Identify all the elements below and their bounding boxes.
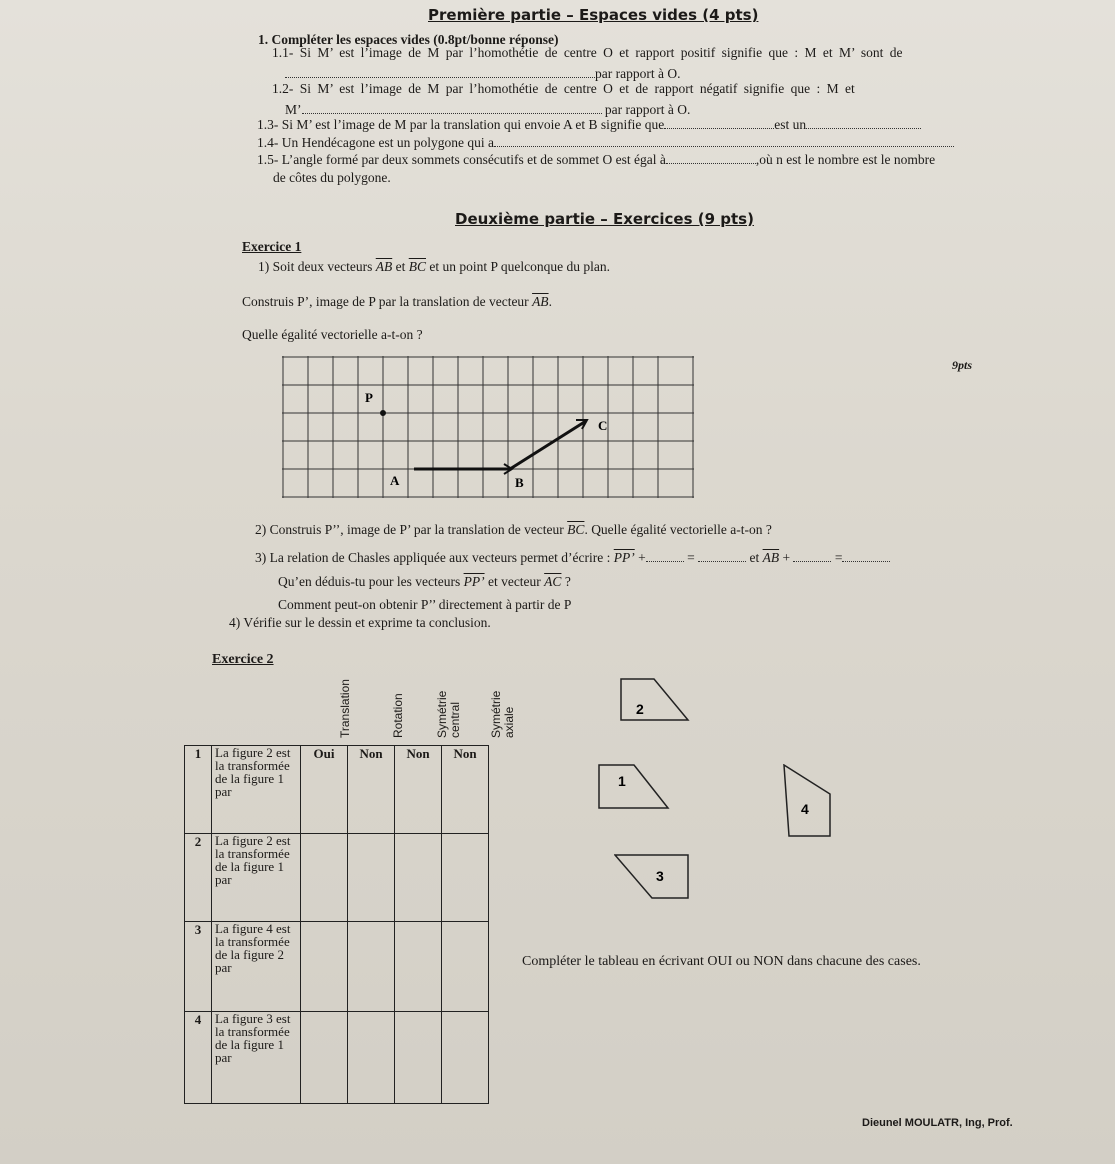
figure-4 (783, 764, 833, 838)
row-label: La figure 2 est la transformée de la figure 1 par (212, 746, 301, 834)
answer-cell[interactable] (301, 834, 348, 922)
author-signature: Dieunel MOULATR, Ing, Prof. (862, 1117, 1013, 1129)
figure-3-label: 3 (656, 868, 664, 884)
vector-grid (282, 356, 694, 498)
answer-cell[interactable] (442, 922, 489, 1012)
row-number: 1 (185, 746, 212, 834)
vector-bc (510, 421, 586, 469)
part2-title: Deuxième partie – Exercices (9 pts) (455, 210, 754, 228)
answer-cell[interactable]: Non (442, 746, 489, 834)
answer-cell[interactable] (348, 922, 395, 1012)
answer-cell[interactable] (348, 1012, 395, 1104)
answer-cell[interactable] (442, 1012, 489, 1104)
blank-field[interactable] (698, 561, 746, 562)
blank-field[interactable] (793, 561, 831, 562)
ex1-title: Exercice 1 (242, 239, 302, 254)
blank-field[interactable] (646, 561, 684, 562)
blank-field[interactable] (285, 77, 595, 78)
table-row (185, 1012, 489, 1104)
blank-field[interactable] (664, 128, 774, 129)
answer-cell[interactable] (301, 922, 348, 1012)
q5-line1: 1.5- L’angle formé par deux sommets consécutifs et de sommet O est égal à ,où n est le nombre est le nombre (257, 152, 936, 167)
figure-1-label: 1 (618, 773, 626, 789)
header-symetrie-centrale: Symétrie central (435, 690, 462, 738)
part1-title: Première partie – Espaces vides (4 pts) (428, 6, 759, 24)
header-symetrie-axiale: Symétrie axiale (489, 690, 516, 738)
ex2-title: Exercice 2 (212, 652, 274, 667)
row-label: La figure 2 est la transformée de la figure 1 par (212, 834, 301, 922)
part1-instruction: 1. Compléter les espaces vides (0.8pt/bonne réponse) (258, 32, 559, 47)
table-row (185, 922, 489, 1012)
ex1-q3b: Qu’en déduis-tu pour les vecteurs PP’ et vecteur $\overline{AC}$ ? (278, 574, 571, 589)
answer-cell[interactable]: Non (348, 746, 395, 834)
ex1-construct: Construis P’, image de P par la translation de vecteur $\overline{AB}$. (242, 294, 552, 309)
ex1-q4: 4) Vérifie sur le dessin et exprime ta conclusion. (229, 615, 491, 630)
label-b: B (515, 475, 524, 490)
q2-line2: M’ par rapport à O. (285, 102, 691, 117)
figure-2 (620, 678, 690, 722)
table-row (185, 746, 489, 834)
label-p: P (365, 390, 373, 405)
answer-cell[interactable] (395, 834, 442, 922)
ex2-instruction: Compléter le tableau en écrivant OUI ou NON dans chacune des cases. (522, 954, 921, 969)
ex1-q1: 1) Soit deux vecteurs $\overline{AB}$ et $\overline{BC}$ et un point P quelconque du plan. (258, 259, 610, 274)
point-p (380, 410, 386, 416)
header-rotation: Rotation (391, 693, 405, 738)
blank-field[interactable] (806, 128, 921, 129)
figure-2-label: 2 (636, 701, 644, 717)
blank-field[interactable] (302, 113, 602, 114)
points-label: 9pts (952, 358, 973, 372)
answer-cell[interactable]: Non (395, 746, 442, 834)
answer-cell[interactable] (395, 922, 442, 1012)
table-row (185, 834, 489, 922)
q4-line: 1.4- Un Hendécagone est un polygone qui a (257, 135, 954, 151)
figure-3 (614, 854, 690, 900)
answer-cell[interactable] (348, 834, 395, 922)
row-label: La figure 4 est la transformée de la figure 2 par (212, 922, 301, 1012)
q1-line1: 1.1- Si M’ est l’image de M par l’homothétie de centre O et rapport positif signifie que : M et M’ sont de (272, 45, 903, 60)
blank-field[interactable] (494, 146, 954, 147)
row-label: La figure 3 est la transformée de la figure 1 par (212, 1012, 301, 1104)
blank-field[interactable] (666, 163, 756, 164)
answer-cell[interactable] (301, 1012, 348, 1104)
row-number: 4 (185, 1012, 212, 1104)
row-number: 2 (185, 834, 212, 922)
answer-cell[interactable]: Oui (301, 746, 348, 834)
ex1-question: Quelle égalité vectorielle a-t-on ? (242, 327, 423, 342)
figure-1 (598, 764, 670, 810)
label-c: C (598, 418, 608, 433)
ex1-q2: 2) Construis P’’, image de P’ par la translation de vecteur $\overline{BC}$. Quelle égalité vectorielle a-t-on ? (255, 522, 772, 537)
transformation-table (184, 745, 489, 1104)
q5-line2: de côtes du polygone. (273, 170, 391, 185)
answer-cell[interactable] (442, 834, 489, 922)
grid-lines (282, 356, 694, 498)
figure-4-label: 4 (801, 801, 809, 817)
q3-line: 1.3- Si M’ est l’image de M par la translation qui envoie A et B signifie que est un (257, 117, 921, 133)
row-number: 3 (185, 922, 212, 1012)
answer-cell[interactable] (395, 1012, 442, 1104)
label-a: A (390, 473, 400, 488)
ex1-q3c: Comment peut-on obtenir P’’ directement à partir de P (278, 597, 572, 612)
blank-field[interactable] (842, 561, 890, 562)
ex1-q3: 3) La relation de Chasles appliquée aux vecteurs permet d’écrire : PP’ + = et $\overline{AB}$ + = (255, 550, 890, 566)
q1-line2: par rapport à O. (285, 66, 680, 82)
q2-line1: 1.2- Si M’ est l’image de M par l’homothétie de centre O et de rapport négatif signifie que : M et (272, 81, 855, 96)
header-translation: Translation (338, 679, 352, 738)
